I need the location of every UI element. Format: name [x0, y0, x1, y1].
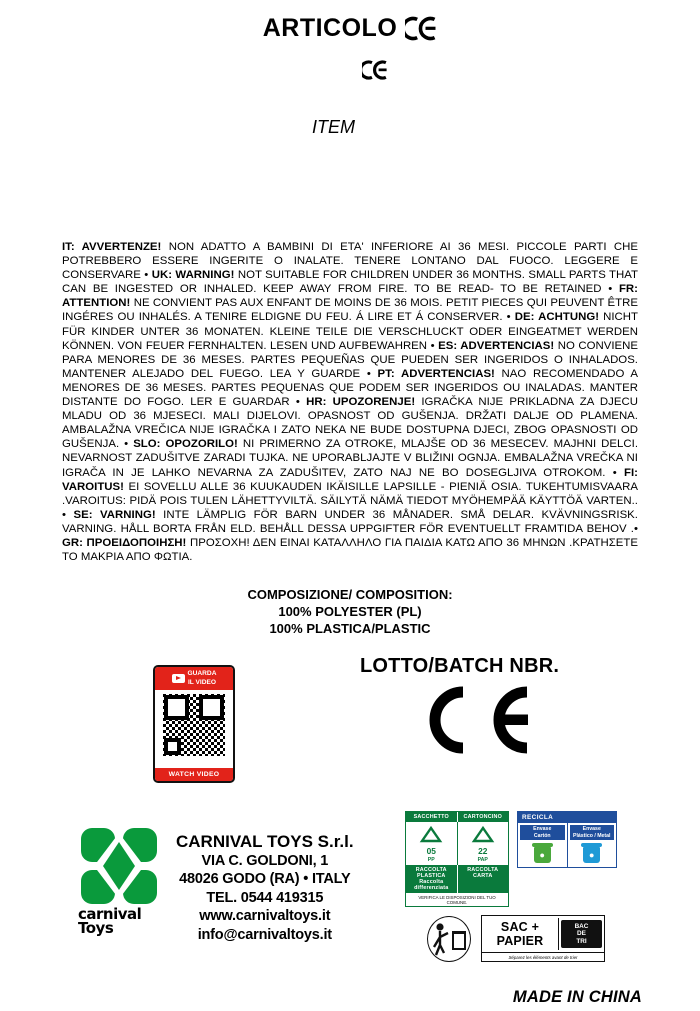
warning-text: NICHT FÜR KINDER UNTER 36 MONATEN. KLEINE TEILE DIE VERSCHLUCKT ODER EINGEATMET WERDEN KÖNNEN. VON FEUER FERNHALTEN. LESEN UND AUFBEWAHREN • [62, 311, 638, 352]
warning-text: NOT SUITABLE FOR CHILDREN UNDER 36 MONTHS. SMALL PARTS THAT CAN BE INGESTED OR INHALED. KEEP AWAY FROM FIRE. TO BE READ- TO BE RETAINED • [62, 269, 639, 296]
footer-raccolta-plastica: RACCOLTA PLASTICA Raccolta differenziata [406, 865, 457, 893]
warning-language-label: IT: AVVERTENZE! [62, 241, 162, 253]
sac-papier-top [482, 916, 604, 952]
recycling-card-note: VERIFICA LE DISPOSIZIONI DEL TUO COMUNE. [418, 894, 496, 905]
recycling-bin-icon-plastic: ● [581, 842, 602, 864]
lotto-title: LOTTO/BATCH NBR. [360, 655, 560, 678]
warning-text: INTE LÄMPLIG FÖR BARN UNDER 36 MÅNADER. SMÅ DELAR. KVÄVNINGSRISK. VARNING. HÅLL BORTA FRÅN ELD. BEHÅLL DESSA UPPGIFTER FÖR EVENTUELLT FRAMTIDA BEHOV .• [62, 508, 638, 535]
item-subtitle-row [0, 44, 700, 210]
warning-language-label: HR: UPOZORENJE! [306, 396, 416, 409]
company-street: VIA C. GOLDONI, 1 [201, 852, 329, 869]
warning-language-label: FR: ATTENTION! [62, 283, 638, 310]
recycling-card-body [406, 822, 508, 865]
watch-video-label: WATCH VIDEO [155, 768, 233, 781]
company-address [176, 833, 354, 944]
ce-mark-large-icon [422, 684, 660, 761]
warning-language-label: DE: ACHTUNG! [514, 311, 600, 324]
paper-code: 22 [478, 846, 488, 857]
ce-mark-icon-small [362, 60, 388, 210]
qr-code-icon[interactable] [163, 694, 225, 756]
company-phone: TEL. 0544 419315 [206, 889, 324, 906]
recycling-card-headers [406, 812, 508, 822]
made-in-label: MADE IN CHINA [512, 988, 642, 1007]
warning-language-label: GR: ΠΡΟΕΙΔΟΠΟΙΗΣΗ! [62, 536, 187, 549]
composition-line-2: 100% PLASTICA/PLASTIC [269, 621, 431, 637]
bac-de-tri-box: BAC DE TRI [561, 920, 602, 948]
recicla-carton-cell [518, 823, 567, 867]
warning-text: NI PRIMERNO ZA OTROKE, MLAJŠE OD 36 MESECEV. MAJHNI DELCI. NEVARNOST ZADUŠITVE ZARADI TUJKA. NE UPORABLJAJTE V BLIŽINI OGNJA. EMBALAŽNA VREČKA NI IGRAČA IN JE LAHKO NEVARNA ZA ZADUŠITEV, ZATO NAJ NE BO DOSEGLJIVA OTROKOM. • [62, 438, 639, 479]
plastic-material: PP [427, 857, 435, 864]
recycling-card-footers [406, 865, 508, 893]
sac-papier-label: SAC + PAPIER [496, 920, 544, 949]
company-name: CARNIVAL TOYS S.r.l. [176, 832, 354, 852]
bottom-section [0, 811, 700, 1011]
warning-language-label: FI: VAROITUS! [62, 466, 638, 493]
recycling-row-bottom [427, 915, 645, 962]
header-cartoncino: CARTONCINO [457, 812, 509, 822]
recicla-title: RECICLA [518, 812, 616, 823]
warning-text: ΠΡΟΣΟΧΗ! ΔΕΝ ΕΙΝΑΙ ΚΑΤΑΛΛΗΛΟ ΓΙΑ ΠΑΙΔΙΑ ΚΑΤΩ ΑΠΟ 36 ΜΗΝΩΝ .ΚΡΑΤΗΣΕΤΕ ΤΟ ΜΑΚΡΙΑ ΑΠΟ ΦΩΤΙΑ. [62, 536, 638, 564]
bac-de-tri-box-wrap [558, 918, 604, 950]
warning-text: NE CONVIENT PAS AUX ENFANT DE MOINS DE 36 MOIS. PETIT PIECES QUI PEUVENT ÊTRE INGÉRES OU INHALÉS. A TENIRE ELDIGNE DU FEU. Á LIRE ET Á CONSERVER. • [62, 297, 638, 324]
cell-plastic [406, 822, 457, 865]
company-email[interactable]: info@carnivaltoys.it [197, 926, 332, 943]
logo-wordmark: carnival Toys [78, 905, 142, 938]
header-sacchetto: SACCHETTO [406, 812, 457, 822]
warning-text: NO CONVIENE PARA MENORES DE 36 MESES. PARTES PEQUEÑAS QUE PUEDEN SER INGERIDOS O INHALADOS. MANTENER ALEJADO DEL FUEGO. LEA Y GUARDE • [62, 339, 639, 380]
italian-recycling-card [405, 811, 509, 907]
composition-line-1: 100% POLYESTER (PL) [278, 604, 422, 620]
carnival-toys-logo [78, 825, 170, 943]
warning-language-label: SE: VARNING! [73, 508, 156, 521]
mobius-loop-icon-plastic [414, 825, 448, 857]
recicla-plastic-cell [567, 823, 617, 867]
warning-language-label: SLO: OPOZORILO! [133, 438, 238, 451]
company-city: 48026 GODO (RA) • ITALY [179, 871, 351, 888]
warning-language-label: ES: ADVERTENCIAS! [438, 339, 555, 352]
plastic-code: 05 [426, 846, 436, 857]
lotto-block [360, 655, 660, 761]
mid-section [0, 653, 700, 803]
sac-papier-card [481, 915, 605, 962]
paper-material: PAP [477, 857, 488, 864]
warning-text: EI SOVELLU ALLE 36 KUUKAUDEN IKÄISILLE LAPSILLE - PIENIÄ OSIA. TUKEHTUMISVAARA .VAROITUS: PIDÄ POIS TULEN LÄHETTYVILTÄ. SÄILYTÄ NÄMÄ TIEDOT MYÖHEMPÄÄ KÄYTTÖÄ VARTEN.. • [62, 480, 638, 521]
warning-text: NON ADATTO A BAMBINI DI ETA' INFERIORE AI 36 MESI. PICCOLE PARTI CHE POTREBBERO ESSERE INGERITE O INALATE. TENERE LONTANO DAL FUOCO. LEGGERE E CONSERVARE • [62, 241, 638, 282]
video-badge-header-text: GUARDA IL VIDEO [187, 670, 217, 686]
youtube-play-icon [172, 674, 185, 683]
warning-text: IGRAČKA NIJE PRIKLADNA ZA DJECU MLADU OD 36 MJESECI. MALI DIJELOVI. OPASNOST OD GUŠENJA. DRŽATI DALJE OD PLAMENA. AMBALAŽNA VREČICA NIJE IGRAČKA I ZATO NEKA NE BUDE DOSTUPNA DJECI, ZBOG OPASNOSTI OD GUŠENJA. • [62, 396, 638, 451]
brand-block [78, 825, 354, 944]
video-badge-header [155, 667, 233, 690]
page-subtitle: ITEM [312, 116, 355, 137]
watch-video-qr-badge[interactable] [153, 665, 235, 783]
mobius-loop-icon-paper [466, 825, 500, 857]
recicla-plastic-label: Envase Plástico / Metal [570, 825, 615, 840]
footer-raccolta-carta: RACCOLTA CARTA [457, 865, 509, 893]
ce-mark-icon [405, 16, 437, 41]
sac-papier-footer: Séparez les éléments avant de trier [482, 952, 604, 961]
document-header [0, 0, 700, 210]
warning-text: NAO RECOMENDADO A MENORES DE 36 MESES. PARTES PEQUENAS QUE PODEM SER INGERIDOS OU INALADAS. MANTER DISTANTE DO FOGO. LER E GUARDAR • [62, 367, 638, 409]
cell-paper [457, 822, 509, 865]
tidyman-icon [427, 916, 471, 962]
warning-language-label: PT: ADVERTENCIAS! [377, 367, 495, 380]
composition-label: COMPOSIZIONE/ COMPOSITION: [247, 587, 453, 603]
recycling-marks [405, 811, 645, 962]
warning-language-label: UK: WARNING! [151, 269, 235, 282]
recycling-bin-icon-carton: ● [532, 842, 553, 864]
page-title: ARTICOLO [262, 14, 398, 42]
recicla-body [518, 823, 616, 867]
qr-alignment-marker [164, 738, 181, 755]
clover-icon [78, 825, 158, 905]
recycling-row-top [405, 811, 645, 907]
company-website[interactable]: www.carnivaltoys.it [199, 908, 331, 925]
warnings-block [62, 240, 638, 564]
recicla-carton-label: Envase Cartón [520, 825, 565, 840]
item-title-row [0, 14, 700, 43]
spanish-recycling-card [517, 811, 617, 868]
composition-block [0, 586, 700, 637]
